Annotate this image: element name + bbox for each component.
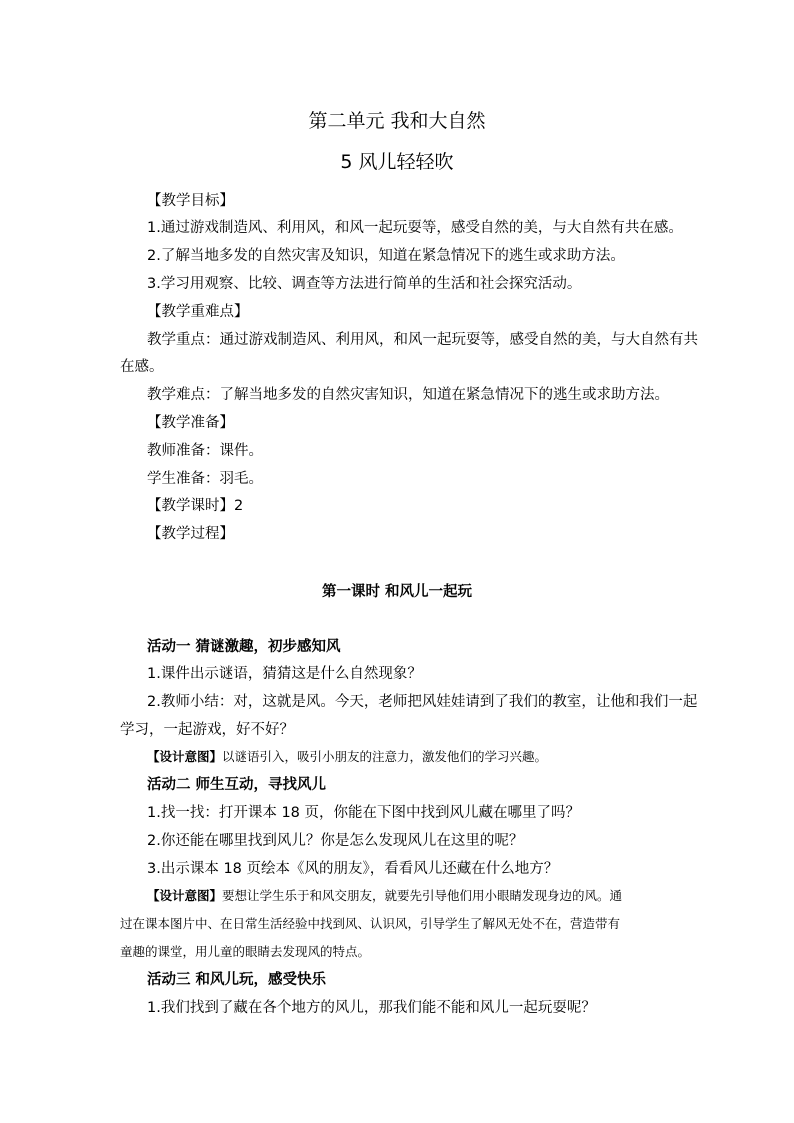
goal-item: 2.了解当地多发的自然灾害及知识，知道在紧急情况下的逃生或求助方法。 [147,248,625,264]
teaching-focus: 教学重点：通过游戏制造风、利用风，和风一起玩耍等，感受自然的美，与大自然有共 [147,332,698,348]
goal-item: 3.学习用观察、比较、调查等方法进行简单的生活和社会探究活动。 [147,276,582,292]
goals-heading: 【教学目标】 [147,193,234,209]
student-preparation: 学生准备：羽毛。 [147,471,263,487]
activity1-item: 2.教师小结：对，这就是风。今天，老师把风娃娃请到了我们的教室，让他和我们一起 [147,694,698,710]
design-intent-text: 以谜语引入，吸引小朋友的注意力，激发他们的学习兴趣。 [222,749,548,764]
teaching-difficulty: 教学难点：了解当地多发的自然灾害知识，知道在紧急情况下的逃生或求助方法。 [147,387,669,403]
activity1-title: 活动一 猜谜激趣，初步感知风 [147,639,341,655]
activity2-item: 2.你还能在哪里找到风儿？你是怎么发现风儿在这里的呢？ [147,833,524,849]
design-intent-label: 【设计意图】 [147,888,223,903]
teacher-preparation: 教师准备：课件。 [147,443,263,459]
activity2-item: 3.出示课本 18 页绘本《风的朋友》，看看风儿还藏在什么地方？ [147,861,559,877]
lesson1-title: 第一课时 和风儿一起玩 [321,584,473,600]
design-intent-text: 要想让学生乐于和风交朋友，就要先引导他们用小眼睛发现身边的风。通 [222,888,623,903]
activity3-title: 活动三 和风儿玩，感受快乐 [147,972,327,988]
unit-title: 第二单元 我和大自然 [308,110,486,132]
design-intent-cont: 童趣的课堂，用儿童的眼睛去发现风的特点。 [120,944,371,959]
design-intent-cont: 过在课本图片中、在日常生活经验中找到风、认识风，引导学生了解风无处不在，营造带有 [120,916,621,931]
activity3-item: 1.我们找到了藏在各个地方的风儿，那我们能不能和风儿一起玩耍呢？ [147,1000,596,1016]
activity2-design-intent [147,886,622,904]
lesson-title: 5 风儿轻轻吹 [340,151,454,173]
activity1-item: 1.课件出示谜语，猜猜这是什么自然现象？ [147,666,422,682]
activity2-title: 活动二 师生互动，寻找风儿 [147,777,327,793]
goal-item: 1.通过游戏制造风、利用风，和风一起玩耍等，感受自然的美，与大自然有共在感。 [147,220,683,236]
teaching-focus-cont: 在感。 [120,359,164,375]
design-intent-label: 【设计意图】 [147,749,223,764]
activity2-item: 1.找一找：打开课本 18 页，你能在下图中找到风儿藏在哪里了吗？ [147,805,581,821]
lesson-periods: 【教学课时】2 [147,498,244,514]
activity1-item-cont: 学习，一起游戏，好不好？ [120,722,294,738]
process-heading: 【教学过程】 [147,526,234,542]
preparation-heading: 【教学准备】 [147,415,234,431]
activity1-design-intent [147,747,547,765]
key-points-heading: 【教学重难点】 [147,304,249,320]
